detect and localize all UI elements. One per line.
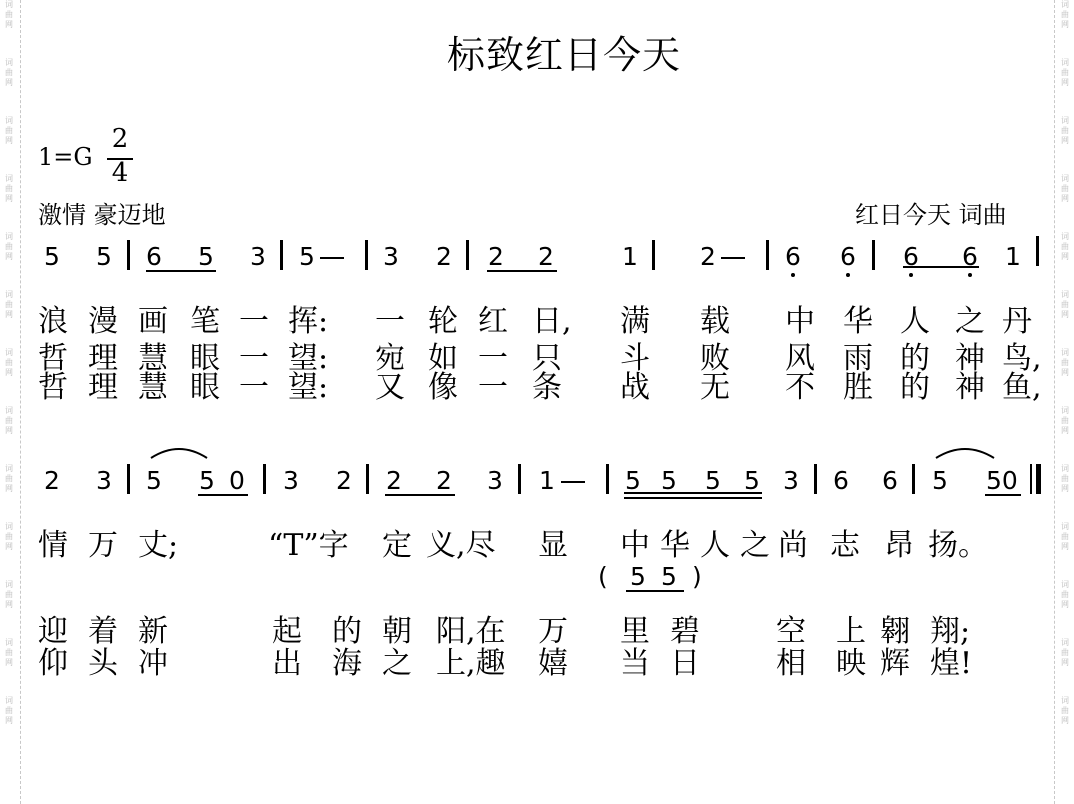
note: 6 (833, 466, 849, 495)
lyric-syllable: 之 (955, 304, 985, 339)
lyric-syllable: 着 (88, 614, 118, 649)
watermark-char: 网 (5, 484, 13, 493)
lyric-syllable: 显 (538, 528, 568, 563)
lyric-syllable: 理 (88, 370, 118, 405)
watermark-unit (5, 464, 13, 494)
lyric-syllable: 战 (620, 370, 650, 405)
watermark-char: 曲 (1061, 358, 1069, 367)
lyric-syllable: 载 (700, 304, 730, 339)
note: 5 (146, 466, 162, 495)
lyric-syllable: 嬉 (538, 646, 568, 681)
lyric-syllable: 海 (332, 646, 362, 681)
lyric-syllable: 扬。 (928, 528, 988, 563)
watermark-char: 词 (5, 290, 13, 299)
lyric-syllable: 翔; (930, 614, 971, 649)
key-signature: 1=G (38, 143, 93, 171)
note: 5 (199, 466, 215, 495)
lyric-syllable: 望: (288, 370, 329, 405)
lyric-syllable: 风 (785, 341, 815, 376)
lyric-syllable: 雨 (843, 341, 873, 376)
watermark-unit (5, 174, 13, 204)
note: 6 (146, 242, 162, 271)
watermark-unit (5, 232, 13, 262)
watermark-char: 网 (1061, 310, 1069, 319)
note: 2 (436, 242, 452, 271)
lyric-syllable: 无 (700, 370, 730, 405)
lyric-syllable: 一 (478, 341, 508, 376)
watermark-char: 网 (5, 194, 13, 203)
alt-note: 5 (630, 562, 646, 591)
eighth-underline (626, 590, 684, 592)
watermark-char: 词 (5, 464, 13, 473)
lyric-syllable: 万 (538, 614, 568, 649)
watermark-char: 网 (5, 716, 13, 725)
right-border-line (1054, 0, 1055, 804)
watermark-unit (5, 406, 13, 436)
note: 2 (538, 242, 554, 271)
eighth-underline (487, 270, 557, 272)
time-signature-top: 2 (111, 124, 129, 154)
lyric-syllable: 胜 (843, 370, 873, 405)
watermark-char: 曲 (5, 474, 13, 483)
lyric-syllable: 之 (382, 646, 412, 681)
watermark-char: 网 (1061, 542, 1069, 551)
watermark-char: 网 (5, 20, 13, 29)
watermark-char: 曲 (5, 416, 13, 425)
song-title: 标致红日今天 (447, 33, 682, 77)
right-watermark-strip (1058, 0, 1072, 804)
lyric-syllable: 败 (700, 341, 730, 376)
note: 5 (44, 242, 60, 271)
lyric-syllable: 画 (138, 304, 168, 339)
lyric-syllable: 像 (428, 370, 458, 405)
watermark-char: 词 (5, 174, 13, 183)
watermark-char: 词 (5, 58, 13, 67)
lyric-syllable: 中 (620, 528, 650, 563)
watermark-char: 网 (5, 658, 13, 667)
sustain-dash (561, 481, 585, 483)
watermark-unit (5, 580, 13, 610)
bar-line (263, 464, 266, 494)
watermark-char: 曲 (1061, 68, 1069, 77)
note: 3 (487, 466, 503, 495)
watermark-char: 词 (5, 232, 13, 241)
watermark-char: 曲 (5, 358, 13, 367)
lyric-syllable: 出 (272, 646, 302, 681)
lyric-syllable: 一 (239, 341, 269, 376)
lyric-syllable: 之 (740, 528, 770, 563)
watermark-char: 词 (1061, 348, 1069, 357)
watermark-char: 词 (5, 348, 13, 357)
bar-line (280, 240, 283, 270)
note: 5 (932, 466, 948, 495)
lyric-syllable: 哲 (38, 370, 68, 405)
composer-credit: 红日今天 词曲 (855, 201, 1007, 229)
lyric-syllable: 相 (776, 646, 806, 681)
lyric-syllable: 不 (785, 370, 815, 405)
lyric-syllable: 神 (955, 370, 985, 405)
note: 5 (705, 466, 721, 495)
watermark-char: 词 (5, 0, 13, 9)
watermark-unit (5, 0, 13, 30)
watermark-unit (1061, 0, 1069, 30)
note: 6 (882, 466, 898, 495)
watermark-char: 网 (5, 310, 13, 319)
sixteenth-underline (624, 492, 762, 494)
watermark-char: 曲 (1061, 416, 1069, 425)
watermark-unit (1061, 638, 1069, 668)
note: 5 (744, 466, 760, 495)
watermark-unit (1061, 58, 1069, 88)
lyric-syllable: “T”字 (268, 528, 349, 563)
alt-note-paren-close: ) (692, 562, 702, 591)
note: 2 (336, 466, 352, 495)
lyric-syllable: 里 (620, 614, 650, 649)
bar-line (912, 464, 915, 494)
sustain-dash (320, 257, 344, 259)
watermark-unit (5, 58, 13, 88)
lyric-syllable: 上 (836, 614, 866, 649)
watermark-char: 词 (5, 580, 13, 589)
lyric-syllable: 翱 (880, 614, 910, 649)
lyric-syllable: 万 (88, 528, 118, 563)
note: 0 (229, 466, 245, 495)
watermark-unit (1061, 348, 1069, 378)
lyric-syllable: 望: (288, 341, 329, 376)
bar-line (127, 464, 130, 494)
watermark-char: 曲 (1061, 474, 1069, 483)
lyric-syllable: 轮 (428, 304, 458, 339)
note: 2 (436, 466, 452, 495)
note: 50 (986, 466, 1018, 495)
lyric-syllable: 神 (955, 341, 985, 376)
low-octave-dot (791, 273, 795, 277)
watermark-char: 网 (1061, 426, 1069, 435)
watermark-unit (1061, 174, 1069, 204)
watermark-char: 词 (1061, 174, 1069, 183)
watermark-char: 词 (1061, 406, 1069, 415)
watermark-char: 网 (1061, 368, 1069, 377)
note: 6 (962, 242, 978, 271)
watermark-char: 曲 (1061, 242, 1069, 251)
final-barline-thin (1030, 464, 1032, 494)
watermark-char: 词 (1061, 522, 1069, 531)
lyric-syllable: 辉 (880, 646, 910, 681)
tempo-marking: 激情 豪迈地 (38, 201, 166, 229)
watermark-char: 网 (1061, 78, 1069, 87)
watermark-char: 词 (1061, 696, 1069, 705)
watermark-char: 曲 (1061, 126, 1069, 135)
watermark-unit (1061, 580, 1069, 610)
note: 6 (903, 242, 919, 271)
note: 3 (783, 466, 799, 495)
lyric-syllable: 又 (375, 370, 405, 405)
watermark-unit (5, 638, 13, 668)
watermark-char: 词 (1061, 232, 1069, 241)
watermark-char: 网 (5, 252, 13, 261)
lyric-syllable: 一 (239, 304, 269, 339)
note: 5 (661, 466, 677, 495)
low-octave-dot (846, 273, 850, 277)
lyric-syllable: 冲 (138, 646, 168, 681)
lyric-syllable: 上,趣 (436, 646, 506, 681)
bar-line (814, 464, 817, 494)
bar-line (1036, 236, 1039, 266)
lyric-syllable: 宛 (375, 341, 405, 376)
note: 2 (44, 466, 60, 495)
note: 2 (488, 242, 504, 271)
watermark-char: 词 (5, 696, 13, 705)
watermark-char: 网 (1061, 716, 1069, 725)
note: 2 (386, 466, 402, 495)
watermark-char: 曲 (5, 706, 13, 715)
sixteenth-underline (624, 497, 762, 499)
tie-arc (148, 442, 210, 460)
watermark-char: 网 (5, 426, 13, 435)
lyric-syllable: 只 (532, 341, 562, 376)
note: 5 (299, 242, 315, 271)
lyric-syllable: 漫 (88, 304, 118, 339)
lyric-syllable: 人 (900, 304, 930, 339)
watermark-unit (1061, 232, 1069, 262)
lyric-syllable: 一 (239, 370, 269, 405)
watermark-char: 网 (1061, 136, 1069, 145)
watermark-char: 网 (5, 136, 13, 145)
note: 2 (700, 242, 716, 271)
lyric-syllable: 人 (700, 528, 730, 563)
watermark-char: 网 (1061, 658, 1069, 667)
bar-line (466, 240, 469, 270)
lyric-syllable: 中 (785, 304, 815, 339)
note: 3 (283, 466, 299, 495)
lyric-syllable: 空 (776, 614, 806, 649)
lyric-syllable: 朝 (382, 614, 412, 649)
lyric-syllable: 阳,在 (436, 614, 506, 649)
bar-line (766, 240, 769, 270)
alt-note: 5 (661, 562, 677, 591)
watermark-unit (1061, 290, 1069, 320)
note: 3 (96, 466, 112, 495)
eighth-underline (146, 270, 216, 272)
lyric-syllable: 尚 (778, 528, 808, 563)
note: 1 (1005, 242, 1021, 271)
lyric-syllable: 志 (830, 528, 860, 563)
watermark-unit (5, 348, 13, 378)
lyric-syllable: 眼 (190, 341, 220, 376)
lyric-syllable: 当 (620, 646, 650, 681)
lyric-syllable: 新 (138, 614, 168, 649)
lyric-syllable: 慧 (138, 370, 168, 405)
lyric-syllable: 挥: (288, 304, 329, 339)
lyric-syllable: 哲 (38, 341, 68, 376)
watermark-unit (1061, 116, 1069, 146)
lyric-syllable: 浪 (38, 304, 68, 339)
lyric-syllable: 情 (38, 528, 68, 563)
lyric-syllable: 丹 (1002, 304, 1032, 339)
lyric-syllable: 鱼, (1002, 370, 1042, 405)
note: 5 (96, 242, 112, 271)
lyric-syllable: 条 (532, 370, 562, 405)
bar-line (365, 240, 368, 270)
watermark-char: 词 (5, 638, 13, 647)
lyric-syllable: 红 (478, 304, 508, 339)
watermark-char: 网 (5, 600, 13, 609)
watermark-char: 词 (5, 406, 13, 415)
watermark-char: 网 (5, 78, 13, 87)
watermark-char: 词 (5, 116, 13, 125)
note: 5 (198, 242, 214, 271)
note: 6 (840, 242, 856, 271)
lyric-syllable: 鸟, (1002, 341, 1042, 376)
sustain-dash (721, 257, 745, 259)
lyric-syllable: 满 (620, 304, 650, 339)
lyric-syllable: 华 (660, 528, 690, 563)
watermark-unit (5, 290, 13, 320)
lyric-syllable: 义,尽 (426, 528, 496, 563)
watermark-char: 曲 (5, 68, 13, 77)
lyric-syllable: 日, (532, 304, 572, 339)
watermark-char: 曲 (5, 10, 13, 19)
watermark-char: 词 (5, 522, 13, 531)
final-barline-thick (1036, 464, 1041, 494)
lyric-syllable: 迎 (38, 614, 68, 649)
watermark-char: 曲 (5, 590, 13, 599)
low-octave-dot (968, 273, 972, 277)
lyric-syllable: 斗 (620, 341, 650, 376)
eighth-underline (985, 494, 1021, 496)
watermark-char: 曲 (5, 532, 13, 541)
watermark-unit (1061, 464, 1069, 494)
watermark-char: 词 (1061, 580, 1069, 589)
watermark-char: 词 (1061, 0, 1069, 9)
note: 6 (785, 242, 801, 271)
bar-line (518, 464, 521, 494)
note: 1 (622, 242, 638, 271)
left-border-line (20, 0, 21, 804)
watermark-char: 曲 (1061, 300, 1069, 309)
watermark-char: 曲 (5, 184, 13, 193)
lyric-syllable: 起 (272, 614, 302, 649)
lyric-syllable: 一 (375, 304, 405, 339)
lyric-syllable: 理 (88, 341, 118, 376)
watermark-char: 网 (1061, 484, 1069, 493)
watermark-char: 曲 (5, 242, 13, 251)
lyric-syllable: 定 (382, 528, 412, 563)
lyric-syllable: 的 (332, 614, 362, 649)
watermark-char: 曲 (5, 648, 13, 657)
eighth-underline (903, 266, 979, 268)
lyric-syllable: 煌! (930, 646, 973, 681)
watermark-char: 网 (1061, 252, 1069, 261)
watermark-unit (1061, 522, 1069, 552)
lyric-syllable: 映 (836, 646, 866, 681)
lyric-syllable: 丈; (138, 528, 179, 563)
left-watermark-strip (2, 0, 16, 804)
low-octave-dot (909, 273, 913, 277)
watermark-char: 曲 (1061, 648, 1069, 657)
lyric-syllable: 的 (900, 341, 930, 376)
lyric-syllable: 日 (670, 646, 700, 681)
eighth-underline (385, 494, 455, 496)
watermark-unit (1061, 406, 1069, 436)
watermark-char: 词 (1061, 116, 1069, 125)
bar-line (366, 464, 369, 494)
bar-line (872, 240, 875, 270)
watermark-char: 词 (1061, 464, 1069, 473)
watermark-char: 网 (5, 368, 13, 377)
note: 1 (539, 466, 555, 495)
watermark-char: 曲 (1061, 10, 1069, 19)
watermark-char: 网 (1061, 600, 1069, 609)
bar-line (127, 240, 130, 270)
watermark-char: 曲 (1061, 590, 1069, 599)
lyric-syllable: 华 (843, 304, 873, 339)
lyric-syllable: 如 (428, 341, 458, 376)
note: 3 (250, 242, 266, 271)
watermark-char: 曲 (1061, 184, 1069, 193)
eighth-underline (198, 494, 248, 496)
lyric-syllable: 的 (900, 370, 930, 405)
watermark-char: 网 (1061, 194, 1069, 203)
watermark-char: 词 (1061, 290, 1069, 299)
lyric-syllable: 头 (88, 646, 118, 681)
note: 3 (383, 242, 399, 271)
lyric-syllable: 一 (478, 370, 508, 405)
bar-line (652, 240, 655, 270)
watermark-char: 曲 (5, 126, 13, 135)
time-signature-bottom: 4 (111, 158, 129, 188)
watermark-unit (5, 116, 13, 146)
alt-note-paren-open: ( (598, 562, 608, 591)
bar-line (606, 464, 609, 494)
tie-arc (933, 442, 997, 460)
watermark-char: 词 (1061, 58, 1069, 67)
note: 5 (625, 466, 641, 495)
watermark-char: 词 (1061, 638, 1069, 647)
lyric-syllable: 笔 (190, 304, 220, 339)
watermark-unit (5, 522, 13, 552)
lyric-syllable: 眼 (190, 370, 220, 405)
watermark-char: 曲 (5, 300, 13, 309)
watermark-char: 网 (5, 542, 13, 551)
watermark-char: 曲 (1061, 706, 1069, 715)
lyric-syllable: 慧 (138, 341, 168, 376)
lyric-syllable: 碧 (670, 614, 700, 649)
watermark-unit (1061, 696, 1069, 726)
watermark-unit (5, 696, 13, 726)
watermark-char: 网 (1061, 20, 1069, 29)
lyric-syllable: 仰 (38, 646, 68, 681)
watermark-char: 曲 (1061, 532, 1069, 541)
lyric-syllable: 昂 (884, 528, 914, 563)
